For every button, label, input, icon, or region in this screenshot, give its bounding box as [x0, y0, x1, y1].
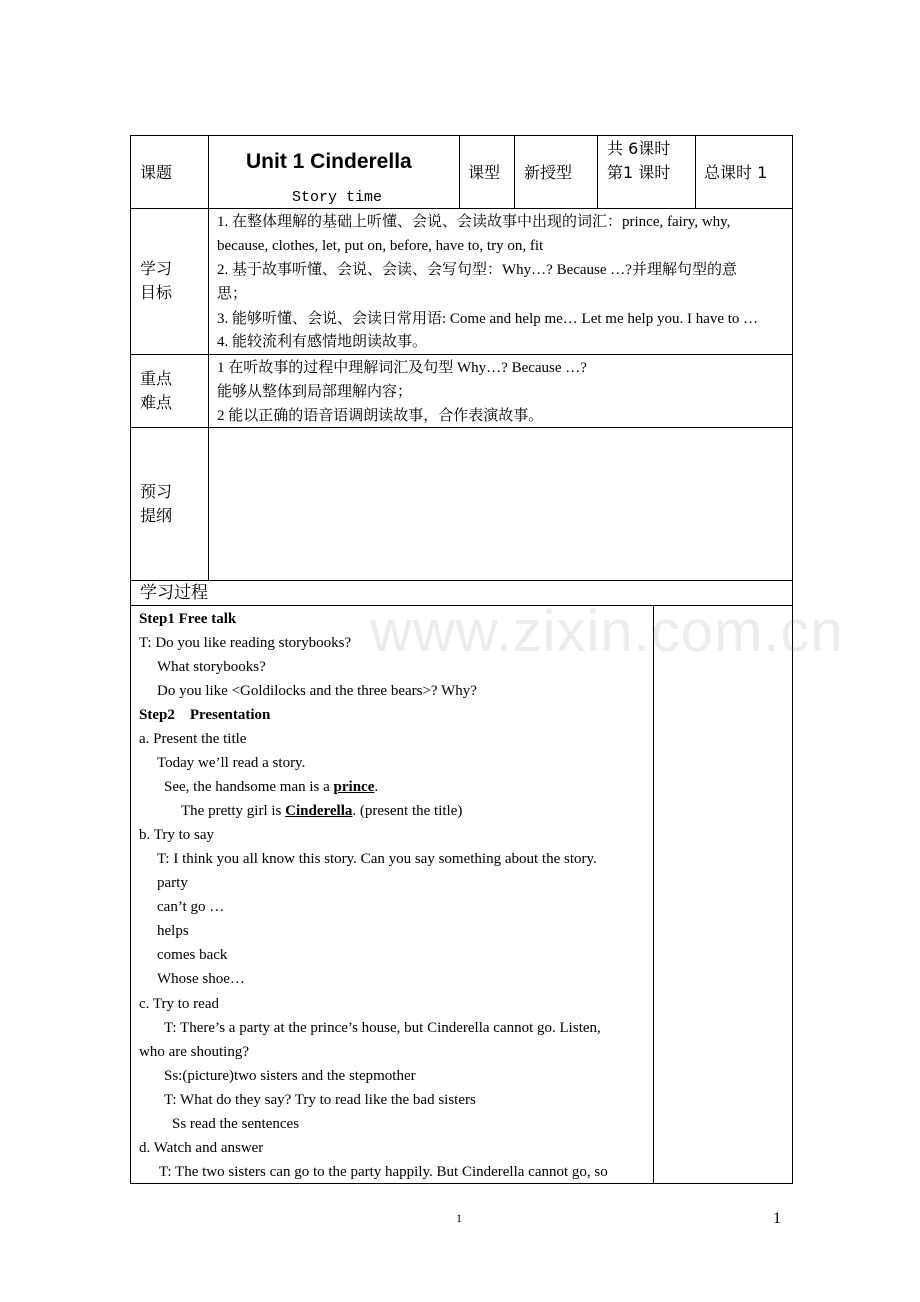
label-keypoints-2: 难点 [140, 393, 173, 412]
section-d-title: d. Watch and answer [139, 1140, 264, 1156]
goal-line: 思； [217, 286, 248, 302]
section-a-title: a. Present the title [139, 731, 247, 747]
hours-current: 第1 课时 [607, 163, 671, 182]
label-preview-1: 预习 [140, 482, 173, 501]
header-divider-2 [514, 135, 515, 209]
section-b-line: party [157, 875, 188, 891]
process-notes-divider [653, 605, 654, 1184]
section-c-line: who are shouting? [139, 1044, 249, 1060]
header-divider-4 [695, 135, 696, 209]
section-c-line: Ss:(picture)two sisters and the stepmother [164, 1068, 416, 1084]
label-goals-1: 学习 [140, 259, 173, 278]
section-c-title: c. Try to read [139, 996, 219, 1012]
section-a-text: . [374, 779, 379, 795]
label-topic: 课题 [140, 163, 173, 182]
label-process: 学习过程 [140, 583, 208, 603]
page-number-right: 1 [773, 1210, 781, 1227]
keyword-cinderella: Cinderella [285, 803, 353, 819]
goal-line: 4. 能较流利有感情地朗读故事。 [217, 334, 428, 350]
row-divider-goals [130, 208, 793, 209]
goal-line: 3. 能够听懂、会说、会读日常用语: Come and help me… Let me help you. I have to … [217, 311, 759, 327]
label-keypoints-1: 重点 [140, 369, 173, 388]
section-c-line: T: What do they say? Try to read like the bad sisters [164, 1092, 476, 1108]
page-number-center: 1 [456, 1211, 462, 1225]
step1-line: Do you like <Goldilocks and the three bears>? Why? [157, 683, 477, 699]
keypoint-line: 1 在听故事的过程中理解词汇及句型 Why…? Because …? [217, 360, 587, 376]
row-divider-process-label [130, 580, 793, 581]
section-d-line: T: The two sisters can go to the party happily. But Cinderella cannot go, so [159, 1164, 608, 1180]
label-preview-2: 提纲 [140, 506, 173, 525]
section-b-line: Whose shoe… [157, 971, 245, 987]
section-b-line: helps [157, 923, 189, 939]
section-a-line [181, 799, 462, 823]
keypoint-line: 2 能以正确的语音语调朗读故事，合作表演故事。 [217, 408, 544, 424]
section-c-line: Ss read the sentences [172, 1116, 300, 1132]
section-a-line [164, 775, 378, 799]
keyword-prince: prince [333, 779, 375, 795]
goal-line: because, clothes, let, put on, before, have to, try on, fit [217, 238, 544, 254]
header-divider-3 [597, 135, 598, 209]
label-lesson-type: 课型 [468, 163, 501, 182]
label-goals-2: 目标 [140, 283, 173, 302]
section-b-line: T: I think you all know this story. Can you say something about the story. [157, 851, 597, 867]
row-divider-keypoints [130, 354, 793, 355]
table-border-left [130, 135, 131, 1184]
total-hours: 总课时 1 [704, 163, 768, 182]
table-border-top [130, 135, 793, 136]
label-column-divider [208, 135, 209, 581]
section-a-line: Today we’ll read a story. [157, 755, 306, 771]
section-b-line: can’t go … [157, 899, 225, 915]
step1-line: What storybooks? [157, 659, 266, 675]
section-b-line: comes back [157, 947, 228, 963]
section-a-text: The pretty girl is [181, 803, 286, 819]
watermark: www.zixin.com.cn [370, 599, 844, 664]
hours-total: 共 6课时 [607, 139, 671, 158]
goal-line: 2. 基于故事听懂、会说、会读、会写句型：Why…? Because …?并理解句型的意 [217, 262, 737, 278]
section-b-title: b. Try to say [139, 827, 215, 843]
section-a-text: . (present the title) [352, 803, 463, 819]
keypoint-line: 能够从整体到局部理解内容； [217, 384, 413, 400]
process-notes-area[interactable] [655, 607, 791, 1182]
section-c-line: T: There’s a party at the prince’s house, but Cinderella cannot go. Listen, [164, 1020, 601, 1036]
goal-line: 1. 在整体理解的基础上听懂、会说、会读故事中出现的词汇：prince, fairy, why, [217, 214, 731, 230]
lesson-subtitle: Story time [292, 189, 383, 206]
step1-line: T: Do you like reading storybooks? [139, 635, 352, 651]
section-a-text: See, the handsome man is a [164, 779, 334, 795]
lesson-title: Unit 1 Cinderella [246, 150, 412, 173]
step1-title: Step1 Free talk [139, 611, 237, 627]
lesson-type-value: 新授型 [524, 163, 573, 182]
header-divider-1 [459, 135, 460, 209]
preview-content-area[interactable] [210, 429, 791, 579]
step2-title: Step2 Presentation [139, 707, 271, 723]
